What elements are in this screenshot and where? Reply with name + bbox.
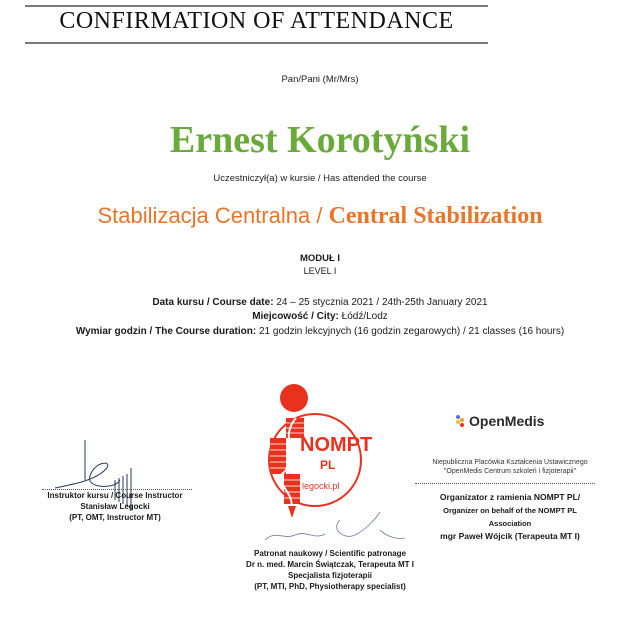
organizer-block: [410, 491, 610, 543]
course-date: [0, 297, 640, 308]
module-label: MODUŁ I: [299, 253, 341, 264]
openmedis-text: OpenMedis: [469, 413, 545, 429]
organizer-role-en2: Association: [488, 519, 532, 528]
organizer-institution-line1: Niepubliczna Placówka Kształcenia Ustawicznego: [432, 459, 588, 466]
organizer-role-pl: Organizator z ramienia NOMPT PL/: [439, 492, 581, 502]
patron-signature-icon: [260, 510, 410, 550]
recipient-name: Ernest Korotyński: [169, 119, 471, 161]
patron-block: [200, 548, 460, 592]
course-city: [0, 311, 640, 322]
level-label: LEVEL I: [303, 266, 337, 276]
course-duration: [0, 326, 640, 337]
salutation: Pan/Pani (Mr/Mrs): [281, 74, 359, 85]
nompt-pl-text: PL: [320, 458, 336, 472]
nompt-url: legocki.pl: [302, 481, 340, 491]
nompt-text: NOMPT: [300, 434, 373, 456]
organizer-institution: [410, 458, 610, 476]
patron-role: Patronat naukowy / Scientific patronage: [253, 549, 407, 558]
openmedis-logo: [455, 413, 544, 429]
course-date-label: Data kursu / Course date:: [152, 297, 274, 308]
patron-name: Dr n. med. Marcin Świątczak, Terapeuta MT I: [246, 560, 414, 569]
attended-text: Uczestniczył(a) w kursie / Has attended the course: [213, 173, 427, 184]
course-city-value: Łódź/Lodz: [338, 311, 388, 322]
course-date-value: 24 – 25 stycznia 2021 / 24th-25th January 2021: [273, 297, 488, 308]
organizer-institution-line2: "OpenMedis Centrum szkoleń i fizjoterapii": [443, 468, 577, 475]
instructor-name: Stanisław Legocki: [80, 502, 150, 511]
patron-credentials: (PT, MTI, PhD, Physiotherapy specialist): [254, 582, 406, 591]
instructor-block: [40, 490, 190, 523]
organizer-role-en: Organizer on behalf of the NOMPT PL: [443, 506, 577, 515]
course-title-en: Central Stabilization: [328, 203, 543, 229]
organizer-name: mgr Paweł Wójcik (Terapeuta MT I): [440, 531, 580, 541]
nompt-logo: [258, 378, 373, 518]
bottom-rule: [25, 42, 488, 44]
course-title: [0, 202, 640, 230]
instructor-credentials: (PT, OMT, Instructor MT): [69, 513, 161, 522]
instructor-role: Instruktor kursu / Course Instructor: [47, 491, 183, 500]
organizer-signature-line: [415, 483, 595, 484]
course-duration-value: 21 godzin lekcyjnych (16 godzin zegarowych) / 21 classes (16 hours): [256, 326, 565, 337]
course-city-label: Miejcowość / City:: [252, 311, 339, 322]
course-title-pl: Stabilizacja Centralna /: [97, 203, 329, 228]
patron-title: Specjalista fizjoterapii: [287, 571, 373, 580]
certificate-title: CONFIRMATION OF ATTENDANCE: [59, 8, 454, 34]
top-rule: [25, 5, 488, 7]
course-duration-label: Wymiar godzin / The Course duration:: [75, 326, 257, 337]
openmedis-dots-icon: [455, 414, 465, 428]
